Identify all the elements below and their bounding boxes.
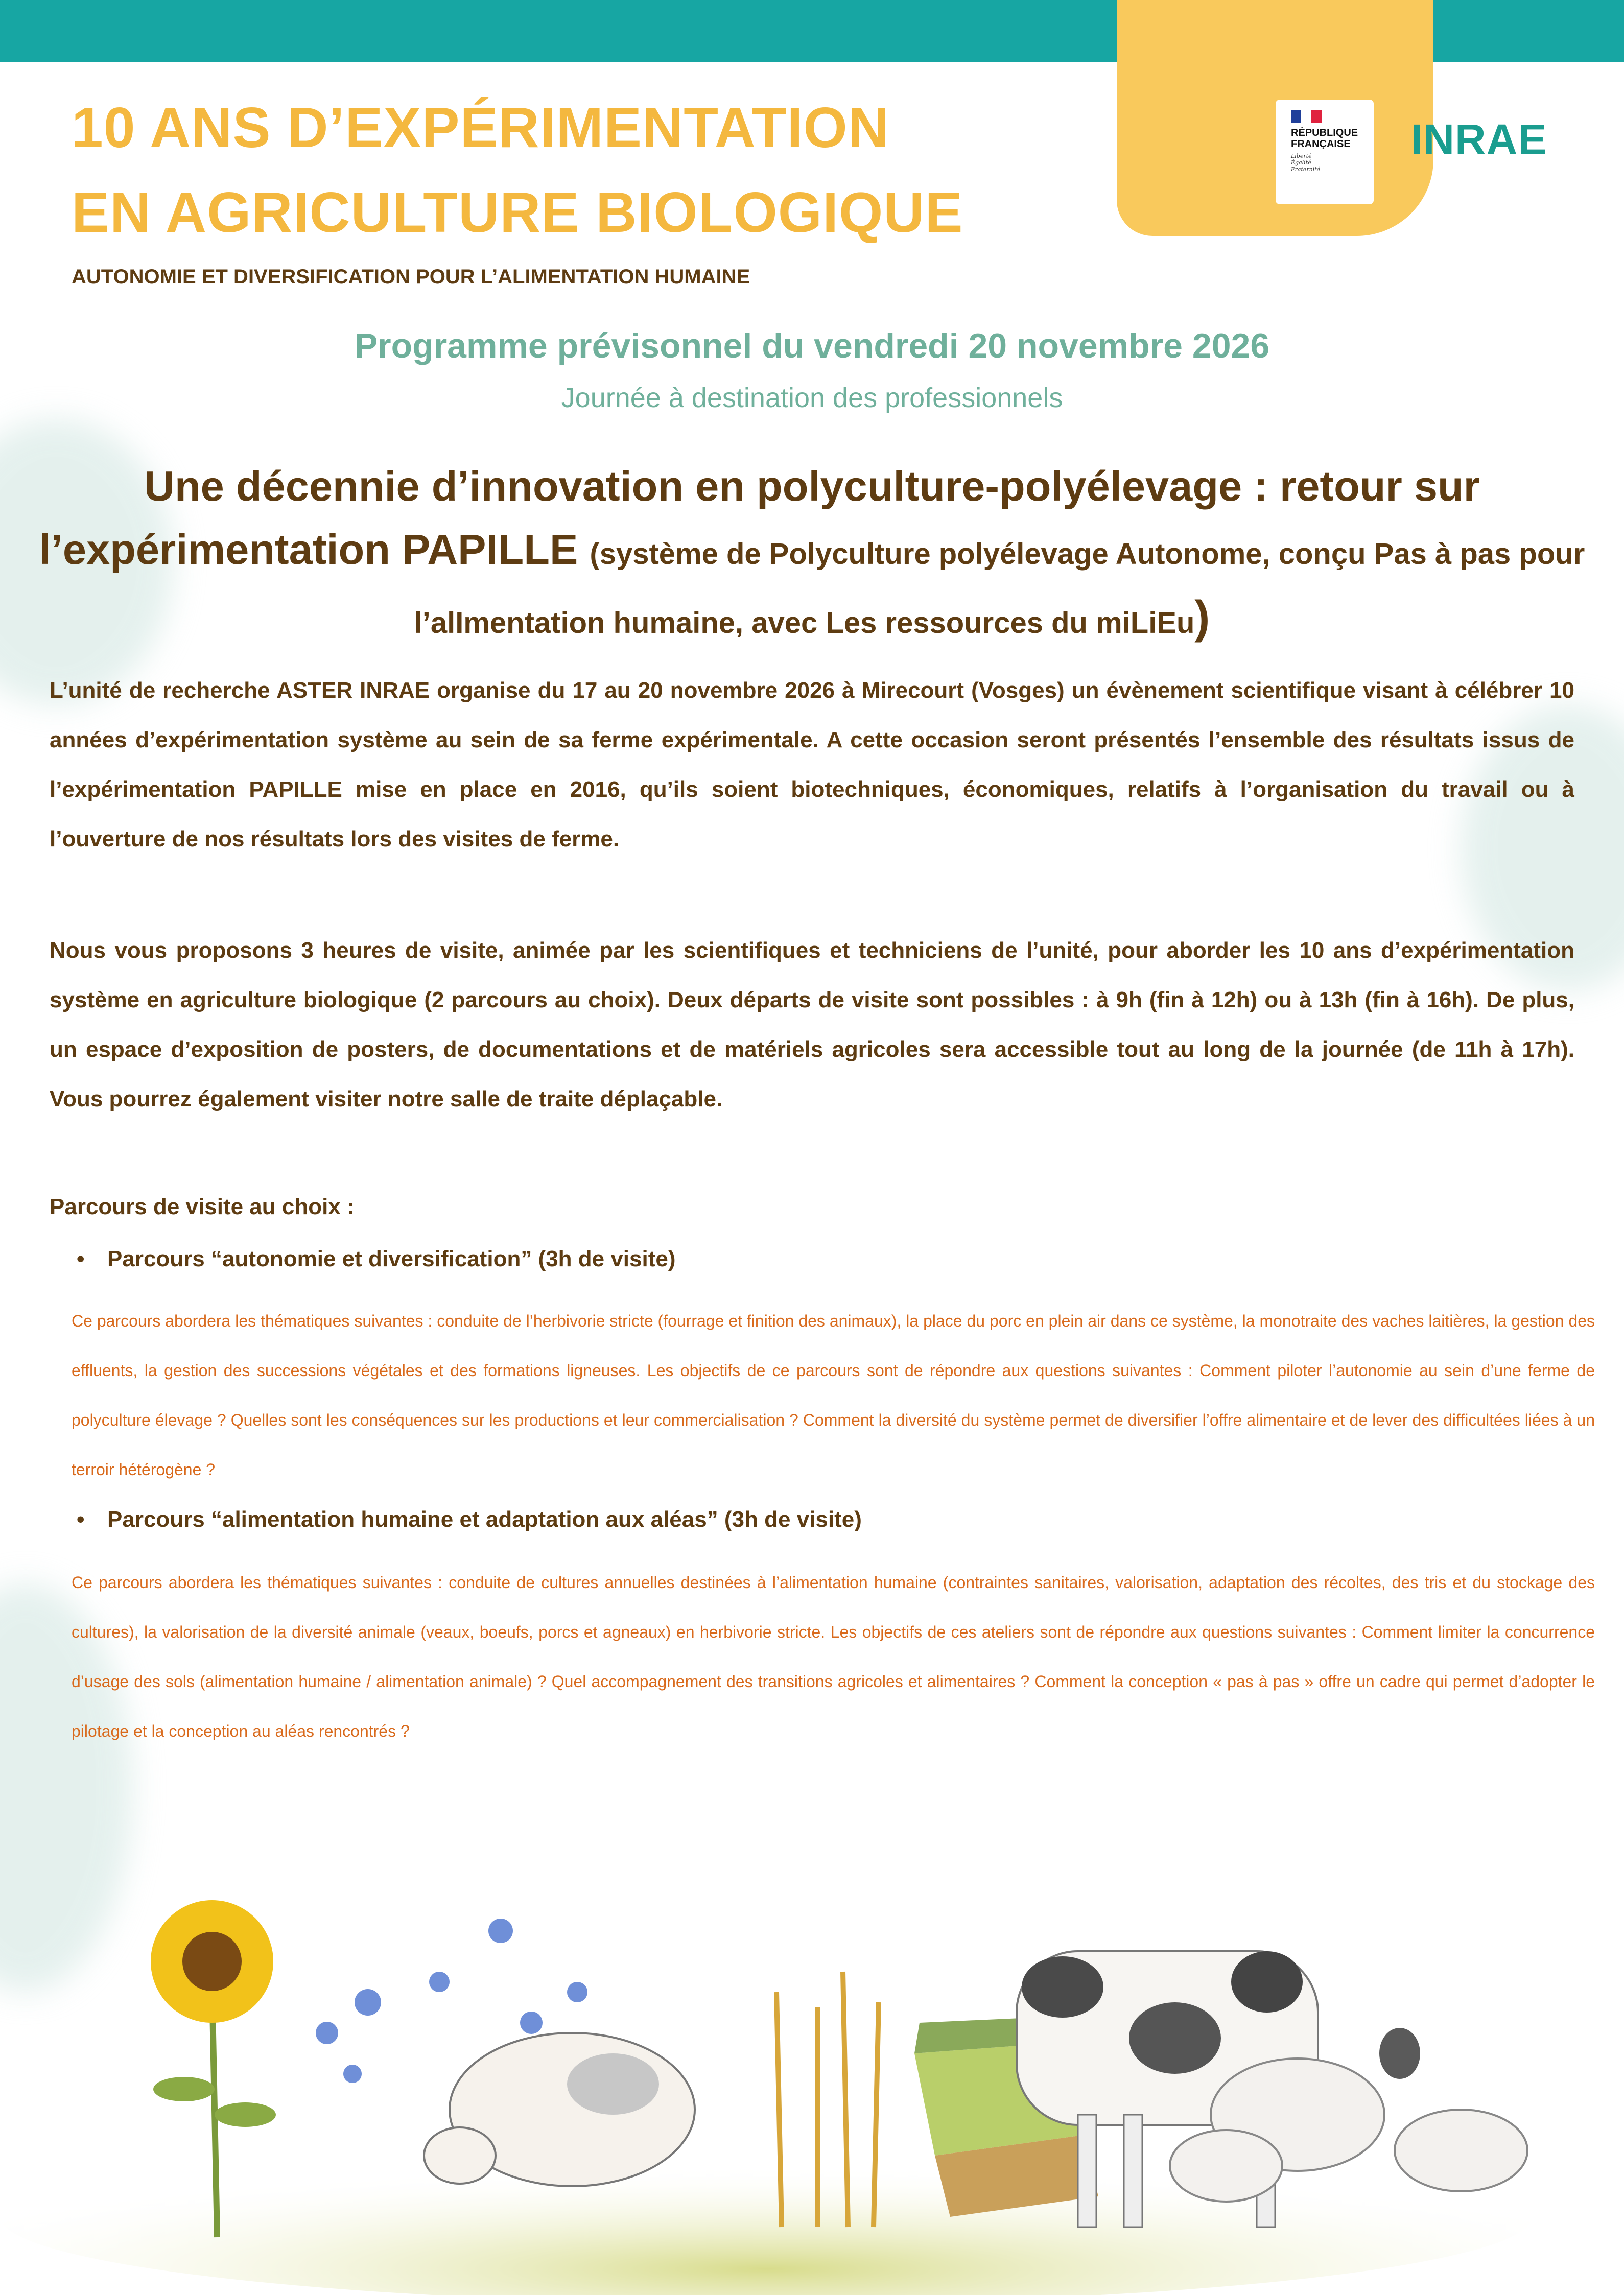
heading-line3 <box>31 586 1593 655</box>
heading-line1: Une décennie d’innovation en polyculture-polyélevage : retour sur <box>144 462 1480 510</box>
logo-rf-motto: Liberté Égalité Fraternité <box>1291 153 1321 173</box>
main-heading <box>31 455 1593 655</box>
heading-line3-small: l’alImentation humaine, avec Les ressources du miLiEu <box>414 606 1195 640</box>
bullet-icon: • <box>77 1246 85 1271</box>
republique-francaise-logo <box>1276 100 1374 204</box>
page-subtitle: AUTONOMIE ET DIVERSIFICATION POUR L’ALIMENTATION HUMAINE <box>72 266 750 288</box>
pig-icon <box>424 2033 695 2186</box>
visit-paragraph: Nous vous proposons 3 heures de visite, animée par les scientifiques et techniciens de l’unité, pour aborder les 10 ans d’expérimentation système en agriculture biologique (2 parcours au choix). Deux départs de visite sont possibles : à 9h (fin à 12h) ou à 13h (fin à 16h). De plus, un espace d’exposition de posters, de documentations et de matériels agricoles sera accessible tout au long de la journée (de 11h à 17h). Vous pourrez également visiter notre salle de traite déplaçable. <box>50 938 1574 1111</box>
page-title-line1: 10 ANS D’EXPÉRIMENTATION <box>72 96 889 159</box>
heading-line3-paren: ) <box>1194 592 1210 643</box>
programme-subtitle: Journée à destination des professionnels <box>561 383 1063 413</box>
page-title-line2: EN AGRICULTURE BIOLOGIQUE <box>72 181 963 244</box>
heading-line2-main: l’expérimentation PAPILLE <box>39 526 578 573</box>
bullet-icon: • <box>77 1507 85 1532</box>
logo-rf-title: RÉPUBLIQUE FRANÇAISE <box>1291 127 1358 150</box>
heading-line2-small: (système de Polyculture polyélevage Autonome, conçu Pas à pas pour <box>590 537 1585 571</box>
inrae-logo: INRAE <box>1411 115 1547 163</box>
parcours-2-text: Ce parcours abordera les thématiques suivantes : conduite de cultures annuelles destinées à l’alimentation humaine (contraintes sanitaires, valorisation, adaptation des récoltes, des tris et du stockage des cultures), la valorisation de la diversité animale (veaux, boeufs, porcs et agneaux) en herbivorie stricte. Les objectifs de ces ateliers sont de répondre aux questions suivantes : Comment limiter la concurrence d’usage des sols (alimentation humaine / alimentation animale) ? Quel accompagnement des transitions agricoles et alimentaires ? Comment la conception « pas à pas » offre un cadre qui permet d’adopter le pilotage et la conception au aléas rencontrés ? <box>72 1573 1595 1740</box>
intro-paragraph: L’unité de recherche ASTER INRAE organise du 17 au 20 novembre 2026 à Mirecourt (Vosges) un évènement scientifique visant à célébrer 10 années d’expérimentation système au sein de sa ferme expérimentale. A cette occasion seront présentés l’ensemble des résultats issus de l’expérimentation PAPILLE mise en place en 2016, qu’ils soient biotechniques, économiques, relatifs à l’organisation du travail ou à l’ouverture de nos résultats lors des visites de ferme. <box>50 678 1574 851</box>
parcours-label: Parcours de visite au choix : <box>50 1194 355 1219</box>
parcours-1-title-text: Parcours “autonomie et diversification” (3h de visite) <box>107 1246 676 1271</box>
heading-line2 <box>31 518 1593 586</box>
parcours-2-title <box>77 1507 862 1532</box>
french-flag-icon <box>1291 110 1322 123</box>
parcours-2-title-text: Parcours “alimentation humaine et adaptation aux aléas” (3h de visite) <box>107 1507 862 1532</box>
programme-title: Programme prévisonnel du vendredi 20 novembre 2026 <box>354 326 1270 365</box>
header-yellow-tab <box>1117 0 1433 236</box>
parcours-1-title <box>77 1246 676 1272</box>
parcours-1-text: Ce parcours abordera les thématiques suivantes : conduite de l’herbivorie stricte (fourrage et finition des animaux), la place du porc en plein air dans ce système, la monotraite des vaches laitières, la gestion des effluents, la gestion des successions végétales et des formations ligneuses. Les objectifs de ce parcours sont de répondre aux questions suivantes : Comment piloter l’autonomie au sein d’une ferme de polyculture élevage ? Quelles sont les conséquences sur les productions et leur commercialisation ? Comment la diversité du système permet de diversifier l’offre alimentaire et de lever des difficultées liées à un terroir hétérogène ? <box>72 1312 1595 1479</box>
farm-illustration <box>0 1870 1624 2295</box>
